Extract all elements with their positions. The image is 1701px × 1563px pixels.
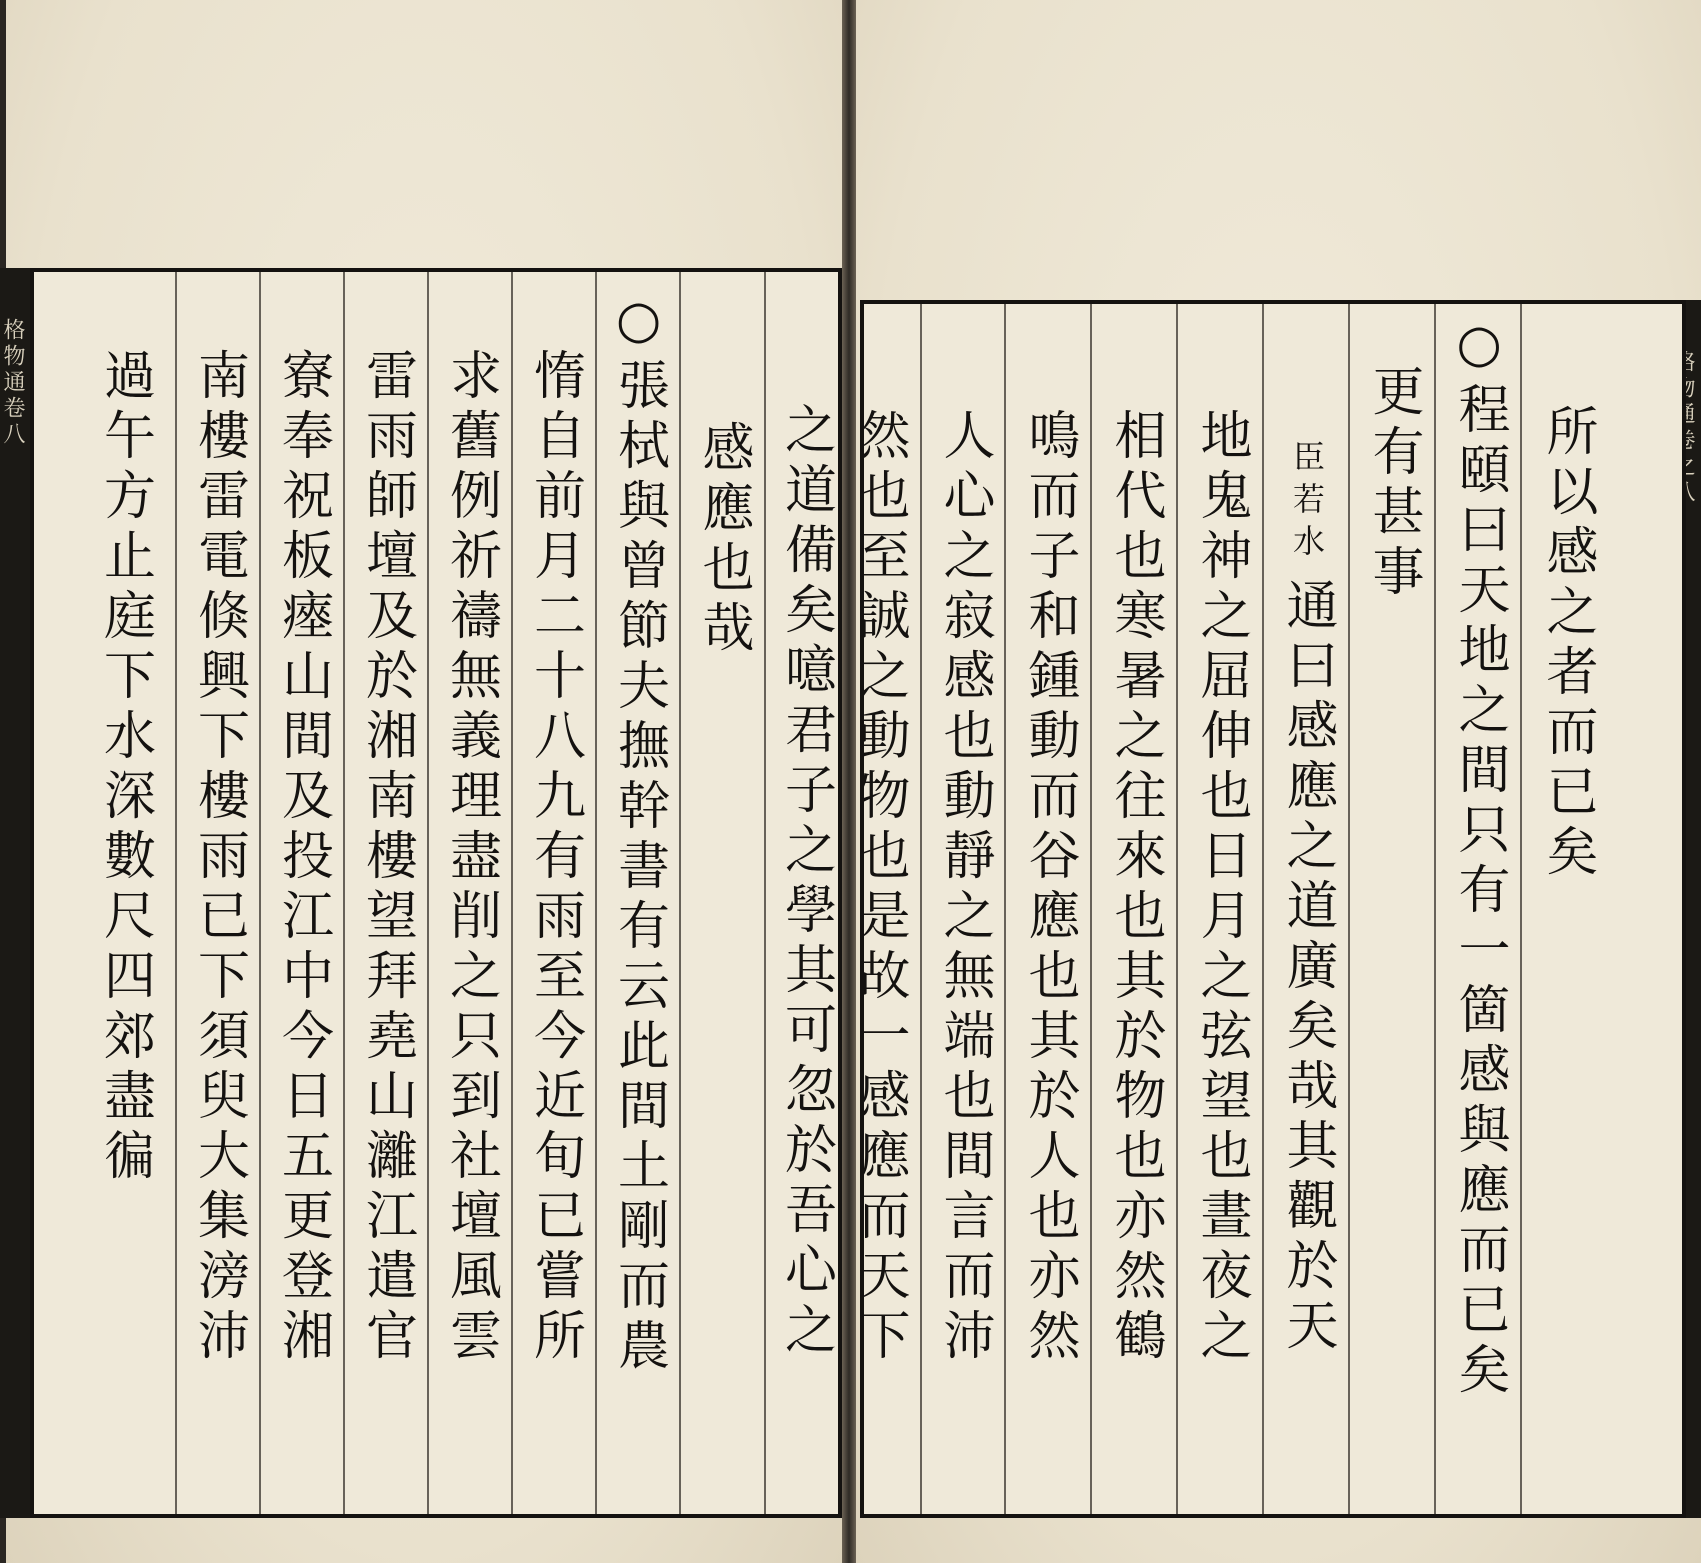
right-column-8: 人心之寂感也動靜之無端也間言而沛: [934, 408, 994, 1368]
left-edge-label: 格物通卷八: [0, 318, 25, 448]
left-column-5: 求舊例祈禱無義理盡削之只到社壇風雲: [440, 348, 501, 1368]
left-column-2: 感應也哉: [693, 420, 753, 660]
right-text-frame: [849, 300, 1686, 1518]
left-column-6: 雷雨師壇及於湘南樓望拜堯山灕江遣官: [356, 348, 417, 1368]
right-column-7: 鳴而子和鍾動而谷應也其於人也亦然: [1019, 408, 1079, 1368]
left-column-8: 南樓雷電倏興下樓雨已下須臾大集滂沛: [188, 348, 249, 1368]
left-column-3: ○張栻與曾節夫撫幹書有云此間土剛而農: [608, 290, 669, 1378]
right-column-9: 然也至誠之動物也是故一感應而天下: [849, 408, 909, 1368]
right-column-2: ○程頤曰天地之間只有一箇感與應而已矣: [1449, 314, 1509, 1402]
right-column-3: 更有甚事: [1363, 364, 1423, 604]
left-text-frame: [30, 268, 842, 1518]
left-column-9: 過午方止庭下水深數尺四郊盡徧: [94, 348, 155, 1188]
left-fore-edge: [0, 268, 30, 1518]
left-column-7: 寮奉祝板瘞山間及投江中今日五更登湘: [272, 348, 333, 1368]
right-column-1: 所以感之者而已矣: [1537, 404, 1597, 884]
left-column-1: 之道備矣噫君子之學其可忽於吾心之: [775, 402, 836, 1362]
left-column-4: 惰自前月二十八九有雨至今近旬已嘗所: [524, 348, 585, 1368]
right-column-4: 臣若水 通曰感應之道廣矣哉其觀於天: [1277, 440, 1337, 1358]
right-column-6: 相代也寒暑之往來也其於物也亦然鶴: [1105, 408, 1165, 1368]
right-column-5: 地鬼神之屈伸也日月之弦望也晝夜之: [1191, 408, 1251, 1368]
